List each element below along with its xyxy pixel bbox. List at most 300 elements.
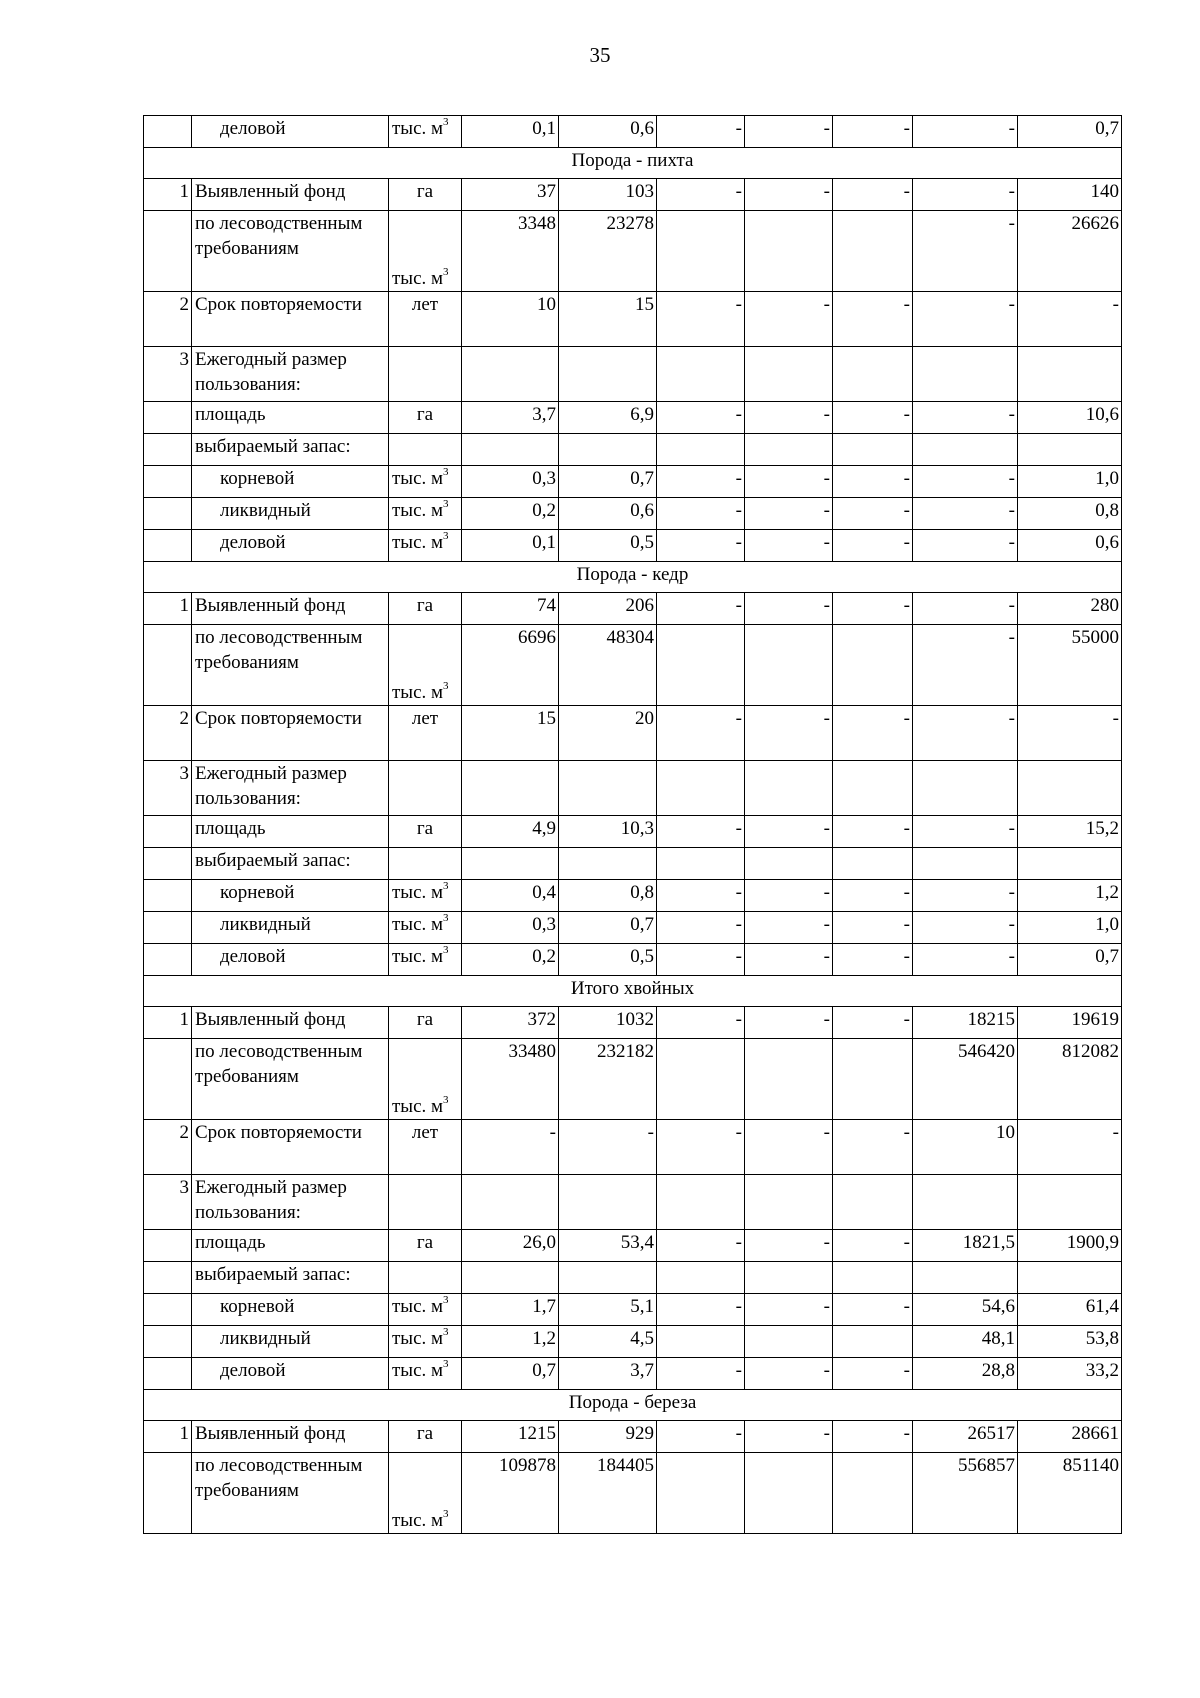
value-cell [657,1175,745,1230]
section-title: Порода - пихта [144,148,1122,179]
value-cell: 18215 [913,1007,1018,1039]
value-cell: 280 [1018,593,1122,625]
value-cell: - [745,593,833,625]
value-cell: - [913,944,1018,976]
row-label: деловой [192,944,389,976]
value-cell: - [833,402,913,434]
value-cell: 1,7 [462,1294,559,1326]
value-cell: - [657,1230,745,1262]
row-label: выбираемый запас: [192,434,389,466]
value-cell: 0,8 [1018,498,1122,530]
row-label: Ежегодный размер пользования: [192,347,389,402]
value-cell: 48304 [559,625,657,706]
unit-superscript: 3 [443,1093,449,1106]
value-cell [462,1262,559,1294]
value-cell [745,1326,833,1358]
value-cell [745,848,833,880]
value-cell: 3,7 [559,1358,657,1390]
value-cell: - [462,1120,559,1175]
unit-text: тыс. м [392,1296,444,1317]
value-cell: 28661 [1018,1421,1122,1453]
row-number [144,498,192,530]
unit-superscript: 3 [443,115,449,128]
value-cell: 54,6 [913,1294,1018,1326]
value-cell: - [745,912,833,944]
table-row [144,1358,1122,1390]
unit-cell [389,944,462,976]
value-cell: - [745,1358,833,1390]
section-title: Итого хвойных [144,976,1122,1007]
unit-text: тыс. м [392,1510,444,1531]
value-cell: 0,5 [559,944,657,976]
value-cell: - [657,292,745,347]
unit-text: лет [411,294,439,315]
unit-cell [389,706,462,761]
value-cell: - [745,1421,833,1453]
row-number [144,466,192,498]
value-cell: 4,9 [462,816,559,848]
row-label: корневой [192,880,389,912]
value-cell: 15,2 [1018,816,1122,848]
value-cell: 0,4 [462,880,559,912]
value-cell: 0,6 [559,498,657,530]
value-cell: 53,8 [1018,1326,1122,1358]
value-cell: 1,0 [1018,912,1122,944]
value-cell: 10,3 [559,816,657,848]
value-cell: - [833,880,913,912]
row-label: Срок повторяемости [192,1120,389,1175]
row-label: ликвидный [192,498,389,530]
value-cell: - [745,1120,833,1175]
value-cell: 812082 [1018,1039,1122,1120]
value-cell [657,434,745,466]
row-number [144,1294,192,1326]
unit-cell [389,1175,462,1230]
value-cell: 55000 [1018,625,1122,706]
value-cell: 28,8 [913,1358,1018,1390]
value-cell [657,848,745,880]
unit-superscript: 3 [443,1293,449,1306]
row-label: по лесоводственным требованиям [192,625,389,706]
value-cell: 48,1 [913,1326,1018,1358]
row-label: Выявленный фонд [192,1007,389,1039]
value-cell: - [745,116,833,148]
value-cell: 0,3 [462,912,559,944]
row-label: деловой [192,530,389,562]
value-cell: - [913,292,1018,347]
section-row [144,562,1122,593]
value-cell: - [913,402,1018,434]
table-row [144,292,1122,347]
unit-text: тыс. м [392,500,444,521]
value-cell [462,848,559,880]
value-cell [559,347,657,402]
value-cell: 0,7 [559,912,657,944]
unit-cell [389,912,462,944]
row-label: по лесоводственным требованиям [192,1039,389,1120]
value-cell: 0,3 [462,466,559,498]
table-body [144,116,1122,1534]
value-cell: 0,1 [462,530,559,562]
row-label: Срок повторяемости [192,706,389,761]
row-label: площадь [192,402,389,434]
value-cell [913,761,1018,816]
value-cell: 1,2 [462,1326,559,1358]
unit-text: тыс. м [392,914,444,935]
unit-text: га [416,404,434,425]
row-label: деловой [192,1358,389,1390]
table-row [144,530,1122,562]
value-cell: - [745,466,833,498]
value-cell: 206 [559,593,657,625]
value-cell: - [913,816,1018,848]
table-row [144,1230,1122,1262]
row-label: по лесоводственным требованиям [192,1453,389,1534]
value-cell [657,211,745,292]
table-row [144,625,1122,706]
value-cell: - [1018,292,1122,347]
row-number [144,402,192,434]
row-label: деловой [192,116,389,148]
value-cell [657,347,745,402]
value-cell: 10,6 [1018,402,1122,434]
value-cell: 23278 [559,211,657,292]
value-cell [913,434,1018,466]
row-label: выбираемый запас: [192,1262,389,1294]
value-cell: - [745,1007,833,1039]
unit-text: тыс. м [392,1360,444,1381]
value-cell [833,434,913,466]
value-cell [833,211,913,292]
unit-cell [389,347,462,402]
value-cell: - [657,1294,745,1326]
value-cell: 103 [559,179,657,211]
row-number: 1 [144,179,192,211]
unit-text: тыс. м [392,268,444,289]
value-cell [657,761,745,816]
table-row [144,1039,1122,1120]
value-cell: - [913,116,1018,148]
value-cell: - [657,116,745,148]
row-number [144,116,192,148]
table-row [144,1294,1122,1326]
value-cell [657,1326,745,1358]
value-cell [833,347,913,402]
value-cell: 232182 [559,1039,657,1120]
value-cell: - [657,530,745,562]
value-cell: 0,2 [462,944,559,976]
value-cell [913,848,1018,880]
value-cell: 6696 [462,625,559,706]
value-cell: - [833,116,913,148]
value-cell: 6,9 [559,402,657,434]
forest-use-table [143,115,1122,1534]
value-cell [559,434,657,466]
unit-cell [389,498,462,530]
value-cell [559,1175,657,1230]
value-cell: 0,7 [1018,116,1122,148]
unit-cell [389,761,462,816]
unit-cell [389,1230,462,1262]
table-row [144,1120,1122,1175]
value-cell: - [913,706,1018,761]
value-cell: 0,6 [559,116,657,148]
value-cell: - [745,530,833,562]
value-cell [462,347,559,402]
value-cell [745,1262,833,1294]
row-label: по лесоводственным требованиям [192,211,389,292]
value-cell [745,1453,833,1534]
unit-text: тыс. м [392,1096,444,1117]
row-number: 2 [144,706,192,761]
unit-superscript: 3 [443,265,449,278]
value-cell: - [657,816,745,848]
value-cell: - [657,466,745,498]
value-cell: - [833,706,913,761]
row-number: 3 [144,347,192,402]
value-cell: - [745,402,833,434]
unit-text: тыс. м [392,682,444,703]
table-row [144,116,1122,148]
value-cell [462,761,559,816]
value-cell: 15 [462,706,559,761]
value-cell [745,1039,833,1120]
unit-cell [389,434,462,466]
value-cell: - [745,944,833,976]
value-cell: - [913,880,1018,912]
value-cell: 929 [559,1421,657,1453]
value-cell: 33480 [462,1039,559,1120]
unit-text: тыс. м [392,882,444,903]
value-cell: - [1018,706,1122,761]
section-row [144,1390,1122,1421]
unit-cell [389,848,462,880]
unit-cell [389,593,462,625]
value-cell: 546420 [913,1039,1018,1120]
value-cell: - [559,1120,657,1175]
value-cell: - [913,625,1018,706]
value-cell: 74 [462,593,559,625]
unit-text: га [416,1009,434,1030]
row-number: 1 [144,593,192,625]
row-label: ликвидный [192,1326,389,1358]
value-cell: 61,4 [1018,1294,1122,1326]
row-label: Выявленный фонд [192,179,389,211]
table-row [144,211,1122,292]
value-cell: 26517 [913,1421,1018,1453]
table-row [144,706,1122,761]
row-number [144,625,192,706]
unit-text: тыс. м [392,1328,444,1349]
value-cell: 5,1 [559,1294,657,1326]
value-cell [1018,761,1122,816]
unit-cell [389,1262,462,1294]
value-cell: - [833,1007,913,1039]
value-cell: - [1018,1120,1122,1175]
table-row [144,816,1122,848]
unit-superscript: 3 [443,943,449,956]
value-cell: - [833,179,913,211]
row-label: Срок повторяемости [192,292,389,347]
row-number: 1 [144,1007,192,1039]
value-cell [559,848,657,880]
value-cell [657,1039,745,1120]
value-cell: - [833,593,913,625]
value-cell [833,625,913,706]
row-label: площадь [192,1230,389,1262]
value-cell: - [657,498,745,530]
unit-text: га [416,818,434,839]
row-number [144,434,192,466]
value-cell: - [833,1358,913,1390]
value-cell: - [833,498,913,530]
value-cell: 26,0 [462,1230,559,1262]
unit-cell [389,530,462,562]
unit-superscript: 3 [443,1357,449,1370]
row-label: корневой [192,466,389,498]
row-number [144,1262,192,1294]
value-cell: 556857 [913,1453,1018,1534]
value-cell [833,1175,913,1230]
value-cell [657,625,745,706]
table-row [144,498,1122,530]
value-cell [462,1175,559,1230]
section-row [144,148,1122,179]
value-cell: 140 [1018,179,1122,211]
value-cell: - [657,1120,745,1175]
value-cell: - [913,466,1018,498]
unit-superscript: 3 [443,465,449,478]
row-label: ликвидный [192,912,389,944]
table-row [144,593,1122,625]
unit-cell [389,466,462,498]
unit-superscript: 3 [443,879,449,892]
value-cell: - [657,1358,745,1390]
table-row [144,880,1122,912]
value-cell [1018,1175,1122,1230]
value-cell [1018,347,1122,402]
value-cell: - [657,1421,745,1453]
value-cell: 53,4 [559,1230,657,1262]
value-cell: - [745,1230,833,1262]
unit-cell [389,1453,462,1534]
table-row [144,434,1122,466]
value-cell: 109878 [462,1453,559,1534]
value-cell [833,1039,913,1120]
unit-cell [389,116,462,148]
unit-cell [389,1358,462,1390]
unit-text: га [416,1423,434,1444]
value-cell [462,434,559,466]
value-cell: 1215 [462,1421,559,1453]
value-cell: - [657,880,745,912]
value-cell: - [833,944,913,976]
value-cell: 1,0 [1018,466,1122,498]
unit-cell [389,1326,462,1358]
value-cell: 10 [462,292,559,347]
value-cell: - [745,880,833,912]
value-cell: - [913,530,1018,562]
value-cell: - [833,292,913,347]
row-label: Ежегодный размер пользования: [192,1175,389,1230]
value-cell [833,761,913,816]
unit-text: га [416,1232,434,1253]
value-cell: 851140 [1018,1453,1122,1534]
unit-text: га [416,595,434,616]
value-cell [745,434,833,466]
value-cell: - [833,530,913,562]
table-row [144,402,1122,434]
value-cell [1018,848,1122,880]
table-row [144,347,1122,402]
value-cell [657,1262,745,1294]
value-cell: - [657,912,745,944]
value-cell: 372 [462,1007,559,1039]
value-cell: - [657,593,745,625]
value-cell: 3348 [462,211,559,292]
value-cell: 1,2 [1018,880,1122,912]
value-cell: - [833,912,913,944]
value-cell [833,848,913,880]
table-row [144,944,1122,976]
value-cell [833,1453,913,1534]
row-number [144,1230,192,1262]
row-number: 1 [144,1421,192,1453]
value-cell [657,1453,745,1534]
row-number [144,530,192,562]
row-number [144,1039,192,1120]
value-cell: - [745,1294,833,1326]
value-cell: 0,7 [1018,944,1122,976]
unit-text: тыс. м [392,118,444,139]
value-cell: 0,6 [1018,530,1122,562]
row-number: 2 [144,1120,192,1175]
value-cell: - [913,593,1018,625]
row-number [144,1326,192,1358]
value-cell [913,1175,1018,1230]
row-label: Выявленный фонд [192,1421,389,1453]
row-label: площадь [192,816,389,848]
value-cell: 20 [559,706,657,761]
unit-cell [389,625,462,706]
table-row [144,466,1122,498]
unit-cell [389,211,462,292]
value-cell: - [657,706,745,761]
value-cell [745,211,833,292]
unit-superscript: 3 [443,911,449,924]
row-number: 3 [144,761,192,816]
unit-text: тыс. м [392,532,444,553]
value-cell [559,761,657,816]
table-row [144,912,1122,944]
unit-cell [389,1120,462,1175]
value-cell: 0,7 [462,1358,559,1390]
value-cell: - [833,1230,913,1262]
value-cell: 1900,9 [1018,1230,1122,1262]
table-row [144,1007,1122,1039]
value-cell: - [833,1421,913,1453]
value-cell: 0,1 [462,116,559,148]
row-label: Выявленный фонд [192,593,389,625]
unit-superscript: 3 [443,679,449,692]
table-row [144,1453,1122,1534]
value-cell: - [657,1007,745,1039]
value-cell: 10 [913,1120,1018,1175]
section-title: Порода - береза [144,1390,1122,1421]
table-row [144,1175,1122,1230]
unit-cell [389,1039,462,1120]
table-row [144,179,1122,211]
